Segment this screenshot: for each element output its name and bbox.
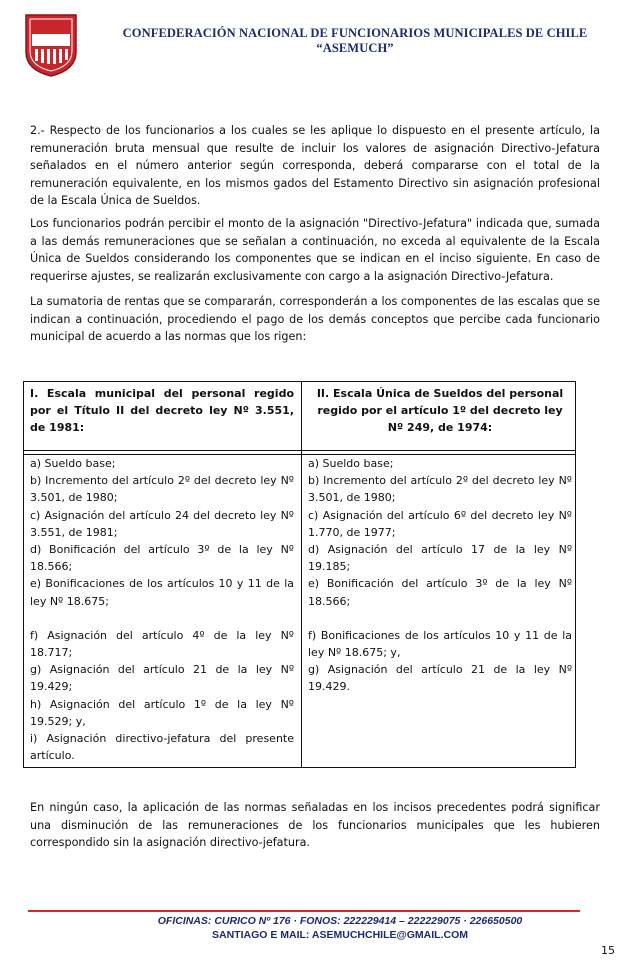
asemuch-logo: [22, 12, 80, 78]
list-item: g) Asignación del artículo 21 de la ley Nº 19.429.: [308, 663, 572, 694]
list-item: c) Asignación del artículo 6º del decreto ley Nº 1.770, de 1977;: [308, 508, 572, 539]
list-item: b) Incremento del artículo 2º del decreto ley Nº 3.501, de 1980;: [308, 474, 572, 505]
list-spacer: [30, 610, 294, 627]
list-item: c) Asignación del artículo 24 del decreto ley Nº 3.551, de 1981;: [30, 508, 294, 539]
list-item: e) Bonificación del artículo 3º de la ley Nº 18.566;: [308, 577, 572, 608]
list-item: b) Incremento del artículo 2º del decreto ley Nº 3.501, de 1980;: [30, 474, 294, 505]
list-item: a) Sueldo base;: [30, 457, 116, 470]
table-column-unified: [308, 455, 572, 696]
list-spacer: [308, 610, 572, 627]
organization-title: [100, 26, 610, 56]
list-item: f) Bonificaciones de los artículos 10 y 11 de la ley Nº 18.675; y,: [308, 628, 572, 660]
paragraph-closing: En ningún caso, la aplicación de las normas señaladas en los incisos precedentes podrá significar una disminución de las remuneraciones de los funcionarios municipales que les hubieren correspondido sin la asignación directivo-jefatura.: [30, 801, 600, 849]
list-item: f) Asignación del artículo 4º de la ley Nº 18.717;: [30, 628, 294, 660]
footer-email: SANTIAGO E MAIL: ASEMUCHCHILE@GMAIL.COM: [211, 929, 468, 941]
table-header-unified-scale: II. Escala Única de Sueldos del personal regido por el artículo 1º del decreto ley Nº 249, de 1974:: [316, 387, 564, 435]
table-header-municipal-scale: I. Escala municipal del personal regido por el Título II del decreto ley Nº 3.551, de 1981:: [30, 387, 294, 435]
list-item: d) Bonificación del artículo 3º de la ley Nº 18.566;: [30, 543, 294, 574]
paragraph-sumatoria: La sumatoria de rentas que se compararán, corresponderán a los componentes de las escalas que se indican a continuación, procediendo el pago de los demás conceptos que percibe cada funcionario municipal de acuerdo a las normas que los rigen:: [30, 295, 600, 343]
footer-rule: [28, 910, 580, 912]
table-column-municipal: [30, 455, 294, 764]
table-column-divider: [301, 382, 302, 767]
list-item: i) Asignación directivo-jefatura del presente artículo.: [30, 732, 294, 763]
comparison-table: [23, 381, 576, 768]
list-item: a) Sueldo base;: [308, 457, 394, 470]
list-item: d) Asignación del artículo 17 de la ley Nº 19.185;: [308, 543, 572, 574]
page-number: 15: [601, 944, 615, 957]
organization-acronym: “ASEMUCH”: [316, 41, 394, 55]
paragraph-directivo-jefatura: Los funcionarios podrán percibir el monto de la asignación "Directivo-Jefatura" indicada que, sumada a las demás remuneraciones que se señalan a continuación, no exceda al equivalente de la Escala Única de Sueldos considerando los componentes que se indican en el inciso siguiente. En caso de requerirse ajustes, se realizarán exclusivamente con cargo a la asignación Directivo-Jefatura.: [30, 217, 600, 283]
list-item: h) Asignación del artículo 1º de la ley Nº 19.529; y,: [30, 697, 294, 728]
organization-name: CONFEDERACIÓN NACIONAL DE FUNCIONARIOS MUNICIPALES DE CHILE: [122, 26, 588, 40]
table-header-divider: [24, 450, 575, 451]
footer-address: OFICINAS: CURICO Nº 176 · FONOS: 222229414 – 222229075 · 226650500: [157, 915, 523, 927]
list-item: g) Asignación del artículo 21 de la ley Nº 19.429;: [30, 663, 294, 694]
list-item: e) Bonificaciones de los artículos 10 y 11 de la ley Nº 18.675;: [30, 577, 294, 608]
paragraph-2: 2.- Respecto de los funcionarios a los cuales se les aplique lo dispuesto en el presente artículo, la remuneración bruta mensual que resulte de incluir los valores de asignación Directivo-Jefatura señalados en el número anterior según corresponda, deberá compararse con el total de la remuneración equivalente, en los mismos gados del Estamento Directivo sin asignación profesional de la Escala Única de Sueldos.: [30, 124, 600, 207]
